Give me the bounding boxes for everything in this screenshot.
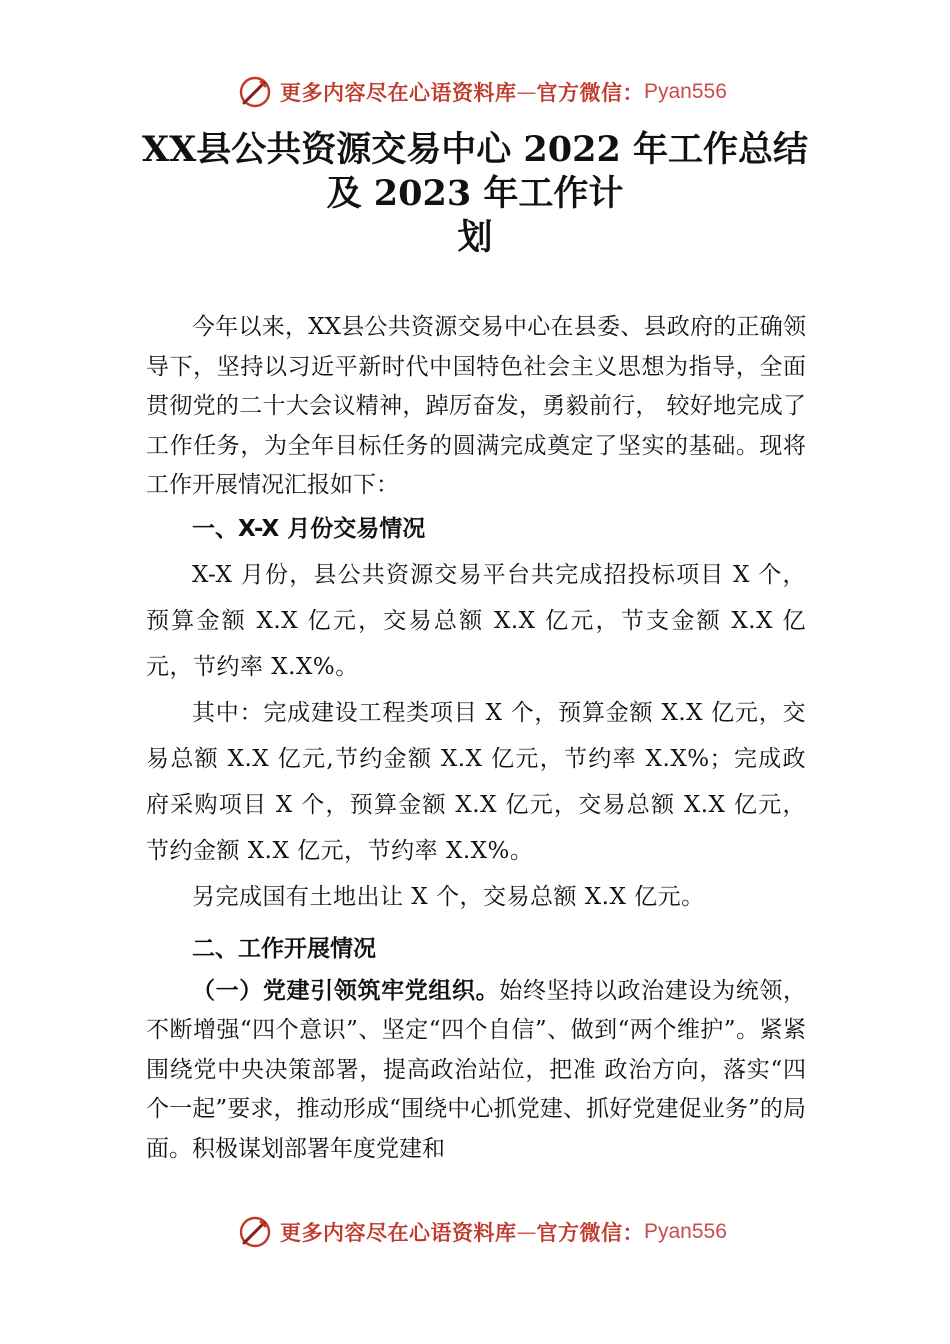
- section1-paragraph-3: 另完成国有土地出让 X 个，交易总额 X.X 亿元。: [192, 883, 705, 910]
- watermark-id: Pyan556: [644, 1220, 727, 1243]
- watermark-text: 更多内容尽在心语资料库: [280, 81, 517, 105]
- watermark-label: 官方微信：: [536, 1221, 644, 1245]
- pen-logo-icon: [238, 1215, 272, 1249]
- title-line-2: 及 2023 年工作计: [326, 173, 624, 214]
- intro-paragraph: 今年以来，XX县公共资源交易中心在县委、县政府的正确领导下，坚持以习近平新时代中国特色社会主义思想为指导，全面贯彻党的二十大会议精神，踔厉奋发，勇毅前行， 较好地完成了工作任务，为全年目标任务的圆满完成奠定了坚实的基础。现将工作开展情况汇报如下：: [146, 314, 806, 498]
- document-title: [60, 128, 890, 260]
- pen-logo-icon: [238, 75, 272, 109]
- watermark-text: 更多内容尽在心语资料库: [280, 1221, 517, 1245]
- watermark-top: [238, 72, 738, 112]
- section2-sub1-lead: （一）党建引领筑牢党组织。: [192, 977, 500, 1004]
- watermark-separator: —: [516, 80, 537, 104]
- title-line-3: 划: [457, 217, 493, 258]
- watermark-id: Pyan556: [644, 80, 727, 103]
- title-line-1: XX县公共资源交易中心 2022 年工作总结: [141, 129, 809, 170]
- section1-paragraph-1: X-X 月份，县公共资源交易平台共完成招投标项目 X 个，预算金额 X.X 亿元，交易总额 X.X 亿元，节支金额 X.X 亿元，节约率 X.X%。: [146, 561, 806, 680]
- section2-heading: 二、工作开展情况: [192, 935, 376, 962]
- section2-sub1-text: 始终坚持以政治建设为统领，不断增强“四个意识”、坚定“四个自信”、做到“两个维护”。紧紧围绕党中央决策部署，提高政治站位，把准 政治方向，落实“四个一起”要求，推动形成“围绕中心抓党建、抓好党建促业务”的局面。积极谋划部署年度党建和: [146, 977, 807, 1162]
- watermark-label: 官方微信：: [536, 81, 644, 105]
- section1-heading: 一、X-X 月份交易情况: [192, 515, 426, 542]
- document-body: [146, 308, 806, 1169]
- watermark-separator: —: [516, 1220, 537, 1244]
- section2-sub1-paragraph: [146, 972, 806, 1170]
- section1-paragraph-2: 其中：完成建设工程类项目 X 个，预算金额 X.X 亿元，交易总额 X.X 亿元,节约金额 X.X 亿元，节约率 X.X%；完成政府采购项目 X 个，预算金额 X.X 亿元，交易总额 X.X 亿元，节约金额 X.X 亿元，节约率 X.X%。: [146, 699, 806, 864]
- watermark-bottom: [238, 1212, 738, 1252]
